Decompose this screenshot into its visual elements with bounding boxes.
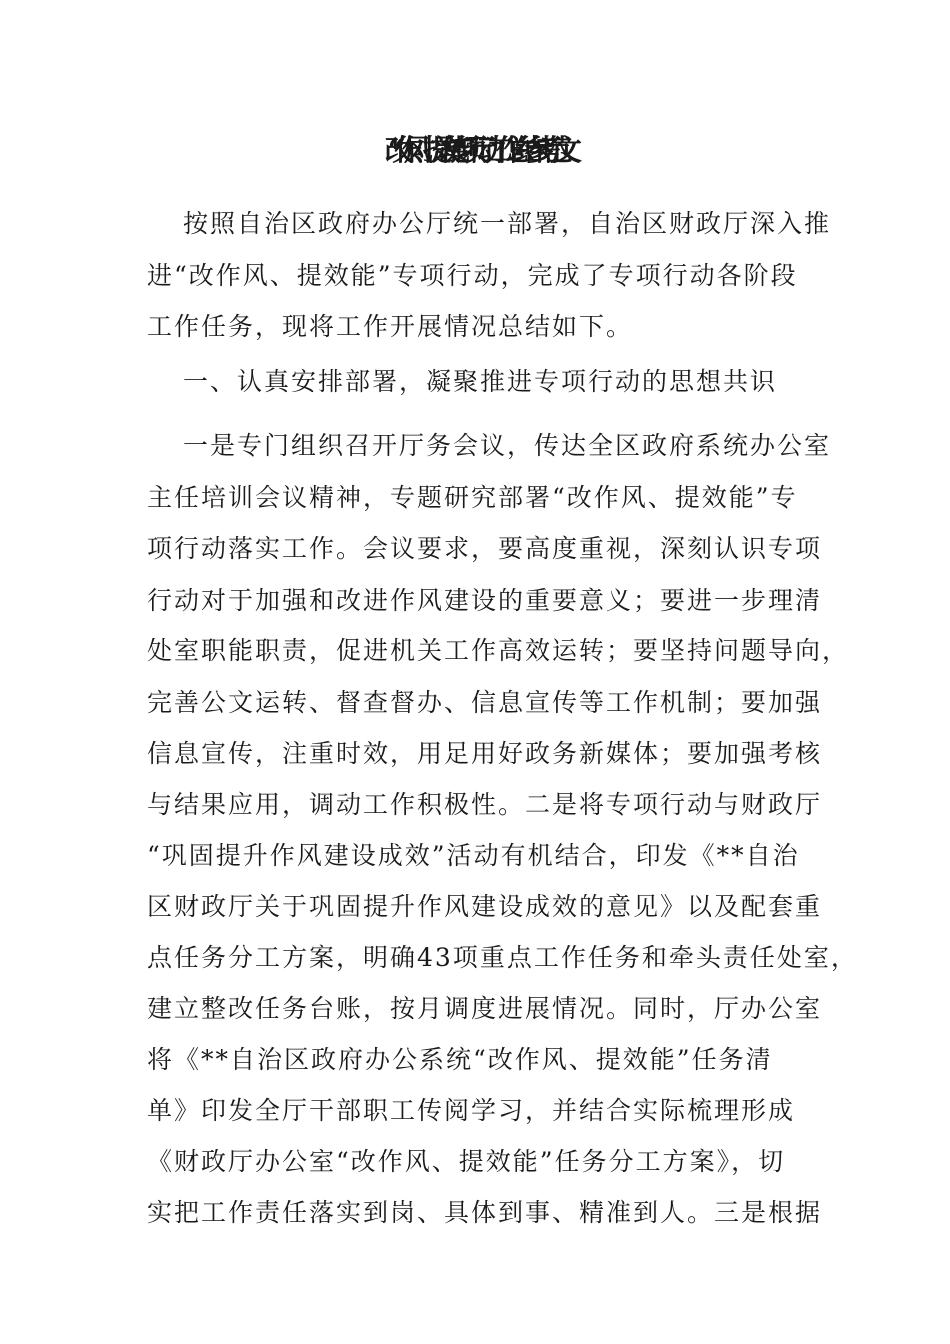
section-heading: 一、认真安排部署，凝聚推进专项行动的思想共识 bbox=[183, 367, 778, 396]
paragraph-line: 按照自治区政府办公厅统一部署，自治区财政厅深入推 bbox=[183, 209, 832, 238]
paragraph-line: 行动对于加强和改进作风建设的重要意义；要进一步理清 bbox=[147, 586, 823, 615]
paragraph-line: 实把工作责任落实到岗、具体到事、精准到人。三是根据 bbox=[147, 1198, 823, 1227]
paragraph-line: 区财政厅关于巩固提升作风建设成效的意见》以及配套重 bbox=[147, 892, 823, 921]
paragraph-line: 工作任务，现将工作开展情况总结如下。 bbox=[147, 312, 634, 341]
paragraph-line: 建立整改任务台账，按月调度进展情况。同时，厅办公室 bbox=[147, 994, 823, 1023]
document-title: “改作风、提效能”专项行动工作总结参考范文 bbox=[387, 133, 563, 167]
paragraph-line: 处室职能职责，促进机关工作高效运转；要坚持问题导向， bbox=[147, 636, 850, 665]
paragraph-line: 点任务分工方案，明确43项重点工作任务和牵头责任处室， bbox=[147, 943, 858, 972]
paragraph-line: 《财政厅办公室“改作风、提效能”任务分工方案》，切 bbox=[147, 1147, 786, 1176]
paragraph-line: 一是专门组织召开厅务会议，传达全区政府系统办公室 bbox=[183, 431, 832, 460]
paragraph-line: 主任培训会议精神，专题研究部署“改作风、提效能”专 bbox=[147, 483, 798, 512]
paragraph-line: 完善公文运转、督查督办、信息宣传等工作机制；要加强 bbox=[147, 688, 823, 717]
paragraph-line: “巩固提升作风建设成效”活动有机结合，印发《**自治 bbox=[147, 841, 800, 870]
paragraph-line: 与结果应用，调动工作积极性。二是将专项行动与财政厅 bbox=[147, 790, 823, 819]
paragraph-line: 单》印发全厅干部职工传阅学习，并结合实际梳理形成 bbox=[147, 1096, 796, 1125]
paragraph-line: 将《**自治区政府办公系统“改作风、提效能”任务清 bbox=[147, 1045, 773, 1074]
paragraph-line: 信息宣传，注重时效，用足用好政务新媒体；要加强考核 bbox=[147, 739, 823, 768]
paragraph-line: 项行动落实工作。会议要求，要高度重视，深刻认识专项 bbox=[147, 534, 823, 563]
paragraph-line: 进“改作风、提效能”专项行动，完成了专项行动各阶段 bbox=[147, 261, 798, 290]
